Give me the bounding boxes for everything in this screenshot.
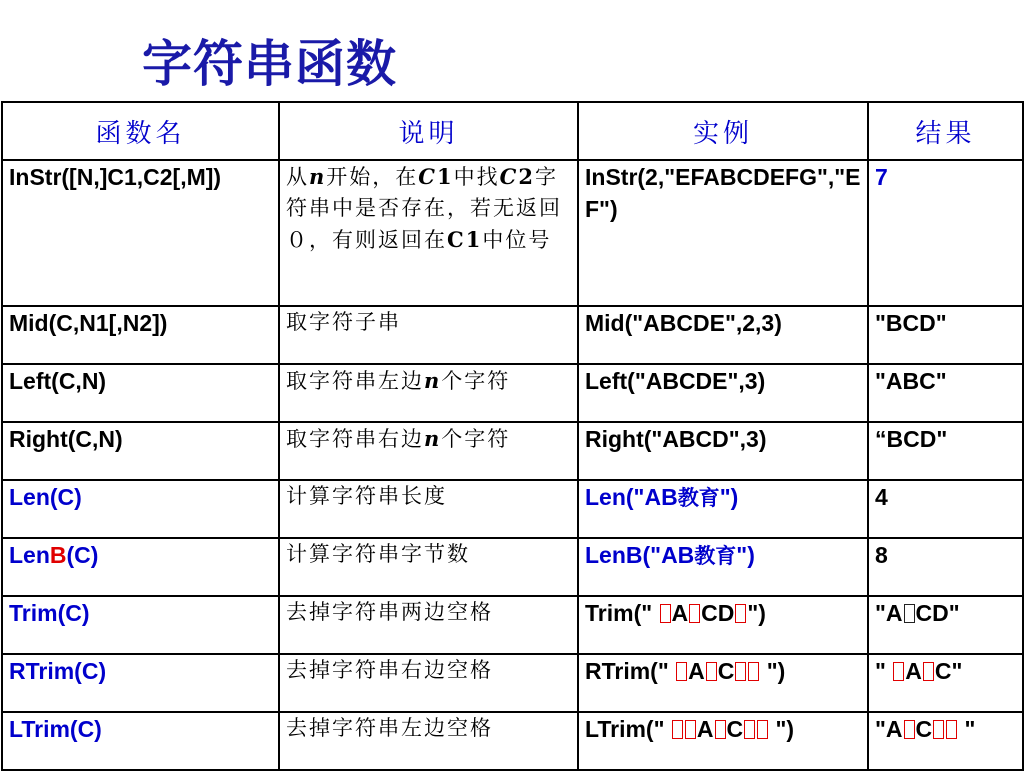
example-cell bbox=[578, 480, 868, 538]
description-cell bbox=[279, 480, 578, 538]
example-text: ") bbox=[719, 484, 739, 510]
result-text: “BCD" bbox=[875, 426, 948, 452]
example-cell bbox=[578, 654, 868, 712]
function-name: Len(C) bbox=[9, 484, 82, 510]
space-marker-icon bbox=[706, 662, 717, 681]
function-name-cell bbox=[2, 422, 279, 480]
result-text: 4 bbox=[875, 484, 888, 510]
function-name-cell bbox=[2, 364, 279, 422]
description-cell bbox=[279, 596, 578, 654]
function-name-highlight: B bbox=[49, 542, 67, 568]
desc-text: 取字符串右边 bbox=[286, 427, 424, 451]
space-marker-icon bbox=[748, 662, 759, 681]
description-cell bbox=[279, 712, 578, 770]
example-text: ") bbox=[769, 716, 795, 742]
space-marker-icon bbox=[744, 720, 755, 739]
result-text: C" bbox=[934, 658, 963, 684]
example-text: ") bbox=[747, 600, 766, 626]
function-name: Right(C,N) bbox=[9, 426, 123, 452]
space-marker-icon bbox=[933, 720, 944, 739]
example-text: Right("ABCD",3) bbox=[585, 426, 767, 452]
result-text: CD" bbox=[915, 600, 960, 626]
example-cell bbox=[578, 596, 868, 654]
desc-text: 去掉字符串两边空格 bbox=[286, 600, 493, 624]
table-row-right bbox=[2, 422, 1023, 480]
desc-var-digit: 2 bbox=[518, 164, 535, 189]
result-cell bbox=[868, 712, 1023, 770]
table-row-trim bbox=[2, 596, 1023, 654]
description-cell bbox=[279, 160, 578, 306]
example-text: ") bbox=[736, 542, 755, 568]
desc-text: 去掉字符串右边空格 bbox=[286, 658, 493, 682]
desc-text: 开始，在 bbox=[326, 165, 419, 189]
header-row bbox=[2, 102, 1023, 160]
result-text: 8 bbox=[875, 542, 888, 568]
function-name: InStr([N,]C1,C2[,M]) bbox=[9, 164, 222, 190]
desc-text: 取字符子串 bbox=[286, 310, 401, 334]
function-name: Left(C,N) bbox=[9, 368, 107, 394]
space-marker-icon bbox=[660, 604, 671, 623]
space-marker-icon bbox=[715, 720, 726, 739]
description-cell bbox=[279, 306, 578, 364]
description-cell bbox=[279, 422, 578, 480]
desc-text: 中找 bbox=[453, 165, 500, 189]
function-name-cell bbox=[2, 306, 279, 364]
example-text: LTrim(" bbox=[585, 716, 671, 742]
result-text: " bbox=[875, 658, 893, 684]
function-name-cell bbox=[2, 654, 279, 712]
space-marker-icon bbox=[757, 720, 768, 739]
desc-text: 从 bbox=[286, 165, 309, 189]
result-text: 7 bbox=[875, 164, 888, 190]
space-marker-icon bbox=[923, 662, 934, 681]
example-text: CD bbox=[701, 600, 735, 626]
example-cell bbox=[578, 160, 868, 306]
example-text: C bbox=[726, 716, 744, 742]
desc-text: 个字符 bbox=[441, 369, 511, 393]
result-cell bbox=[868, 160, 1023, 306]
function-name-cell bbox=[2, 480, 279, 538]
header-example: 实例 bbox=[578, 102, 868, 160]
space-marker-icon bbox=[672, 720, 683, 739]
result-cell bbox=[868, 364, 1023, 422]
space-marker-icon bbox=[946, 720, 957, 739]
result-cell bbox=[868, 654, 1023, 712]
result-text: "BCD" bbox=[875, 310, 947, 336]
desc-var-digit: 1 bbox=[437, 164, 454, 189]
example-text: A bbox=[671, 600, 689, 626]
space-marker-icon bbox=[904, 720, 915, 739]
function-name: RTrim(C) bbox=[9, 658, 107, 684]
desc-var-c: C bbox=[418, 164, 437, 189]
space-marker-icon bbox=[676, 662, 687, 681]
example-text: Mid("ABCDE",2,3) bbox=[585, 310, 782, 336]
function-name: (C) bbox=[66, 542, 99, 568]
header-description: 说明 bbox=[279, 102, 578, 160]
table-row-rtrim bbox=[2, 654, 1023, 712]
description-cell bbox=[279, 654, 578, 712]
space-marker-icon bbox=[735, 662, 746, 681]
space-marker-icon bbox=[893, 662, 904, 681]
function-name-cell bbox=[2, 596, 279, 654]
desc-var-n: n bbox=[424, 426, 442, 451]
example-cell bbox=[578, 538, 868, 596]
slide-title: 字符串函数 bbox=[142, 35, 397, 93]
function-name-cell bbox=[2, 712, 279, 770]
result-cell bbox=[868, 538, 1023, 596]
description-cell bbox=[279, 538, 578, 596]
desc-text: 字符串中是否存在，若无返回０，有则返回在 bbox=[286, 165, 562, 252]
desc-text: 去掉字符串左边空格 bbox=[286, 716, 493, 740]
desc-var-c: C bbox=[499, 164, 519, 189]
table-row-left bbox=[2, 364, 1023, 422]
function-name: LTrim(C) bbox=[9, 716, 102, 742]
example-text: A bbox=[696, 716, 714, 742]
desc-text: 取字符串左边 bbox=[286, 369, 424, 393]
result-text: " bbox=[958, 716, 976, 742]
example-cell bbox=[578, 364, 868, 422]
desc-text: 计算字符串长度 bbox=[286, 484, 447, 508]
table-row-instr bbox=[2, 160, 1023, 306]
desc-var-c1: C1 bbox=[447, 227, 483, 252]
result-cell bbox=[868, 306, 1023, 364]
example-chinese: 教育 bbox=[694, 543, 737, 568]
desc-text: 中位号 bbox=[482, 228, 552, 252]
example-text: C bbox=[717, 658, 735, 684]
function-name: Mid(C,N1[,N2]) bbox=[9, 310, 168, 336]
example-text: Len("AB bbox=[585, 484, 678, 510]
example-text: InStr(2,"EFABCDEFG","EF") bbox=[585, 164, 861, 222]
table-row-ltrim bbox=[2, 712, 1023, 770]
space-marker-icon bbox=[689, 604, 700, 623]
example-text: RTrim(" bbox=[585, 658, 676, 684]
function-name: Len bbox=[9, 542, 50, 568]
result-text: "A bbox=[875, 716, 903, 742]
result-cell bbox=[868, 596, 1023, 654]
table-row-mid bbox=[2, 306, 1023, 364]
example-text: A bbox=[688, 658, 705, 684]
result-text: C bbox=[915, 716, 933, 742]
result-cell bbox=[868, 480, 1023, 538]
example-text: Left("ABCDE",3) bbox=[585, 368, 766, 394]
desc-var-n: n bbox=[309, 164, 327, 189]
result-text: "A bbox=[875, 600, 903, 626]
result-text: "ABC" bbox=[875, 368, 947, 394]
space-marker-icon bbox=[735, 604, 746, 623]
result-text: A bbox=[905, 658, 922, 684]
desc-var-n: n bbox=[424, 368, 442, 393]
header-result: 结果 bbox=[868, 102, 1023, 160]
function-name-cell bbox=[2, 538, 279, 596]
example-text: ") bbox=[760, 658, 786, 684]
desc-text: 个字符 bbox=[441, 427, 511, 451]
example-chinese: 教育 bbox=[677, 485, 720, 510]
table-row-lenb bbox=[2, 538, 1023, 596]
function-name: Trim(C) bbox=[9, 600, 90, 626]
string-function-table bbox=[1, 101, 1024, 771]
example-cell bbox=[578, 422, 868, 480]
example-cell bbox=[578, 306, 868, 364]
space-marker-icon bbox=[685, 720, 696, 739]
header-function-name: 函数名 bbox=[2, 102, 279, 160]
function-name-cell bbox=[2, 160, 279, 306]
example-cell bbox=[578, 712, 868, 770]
desc-text: 计算字符串字节数 bbox=[286, 542, 470, 566]
space-marker-icon bbox=[904, 604, 915, 623]
result-cell bbox=[868, 422, 1023, 480]
example-text: LenB("AB bbox=[585, 542, 695, 568]
table-row-len bbox=[2, 480, 1023, 538]
description-cell bbox=[279, 364, 578, 422]
example-text: Trim(" bbox=[585, 600, 659, 626]
